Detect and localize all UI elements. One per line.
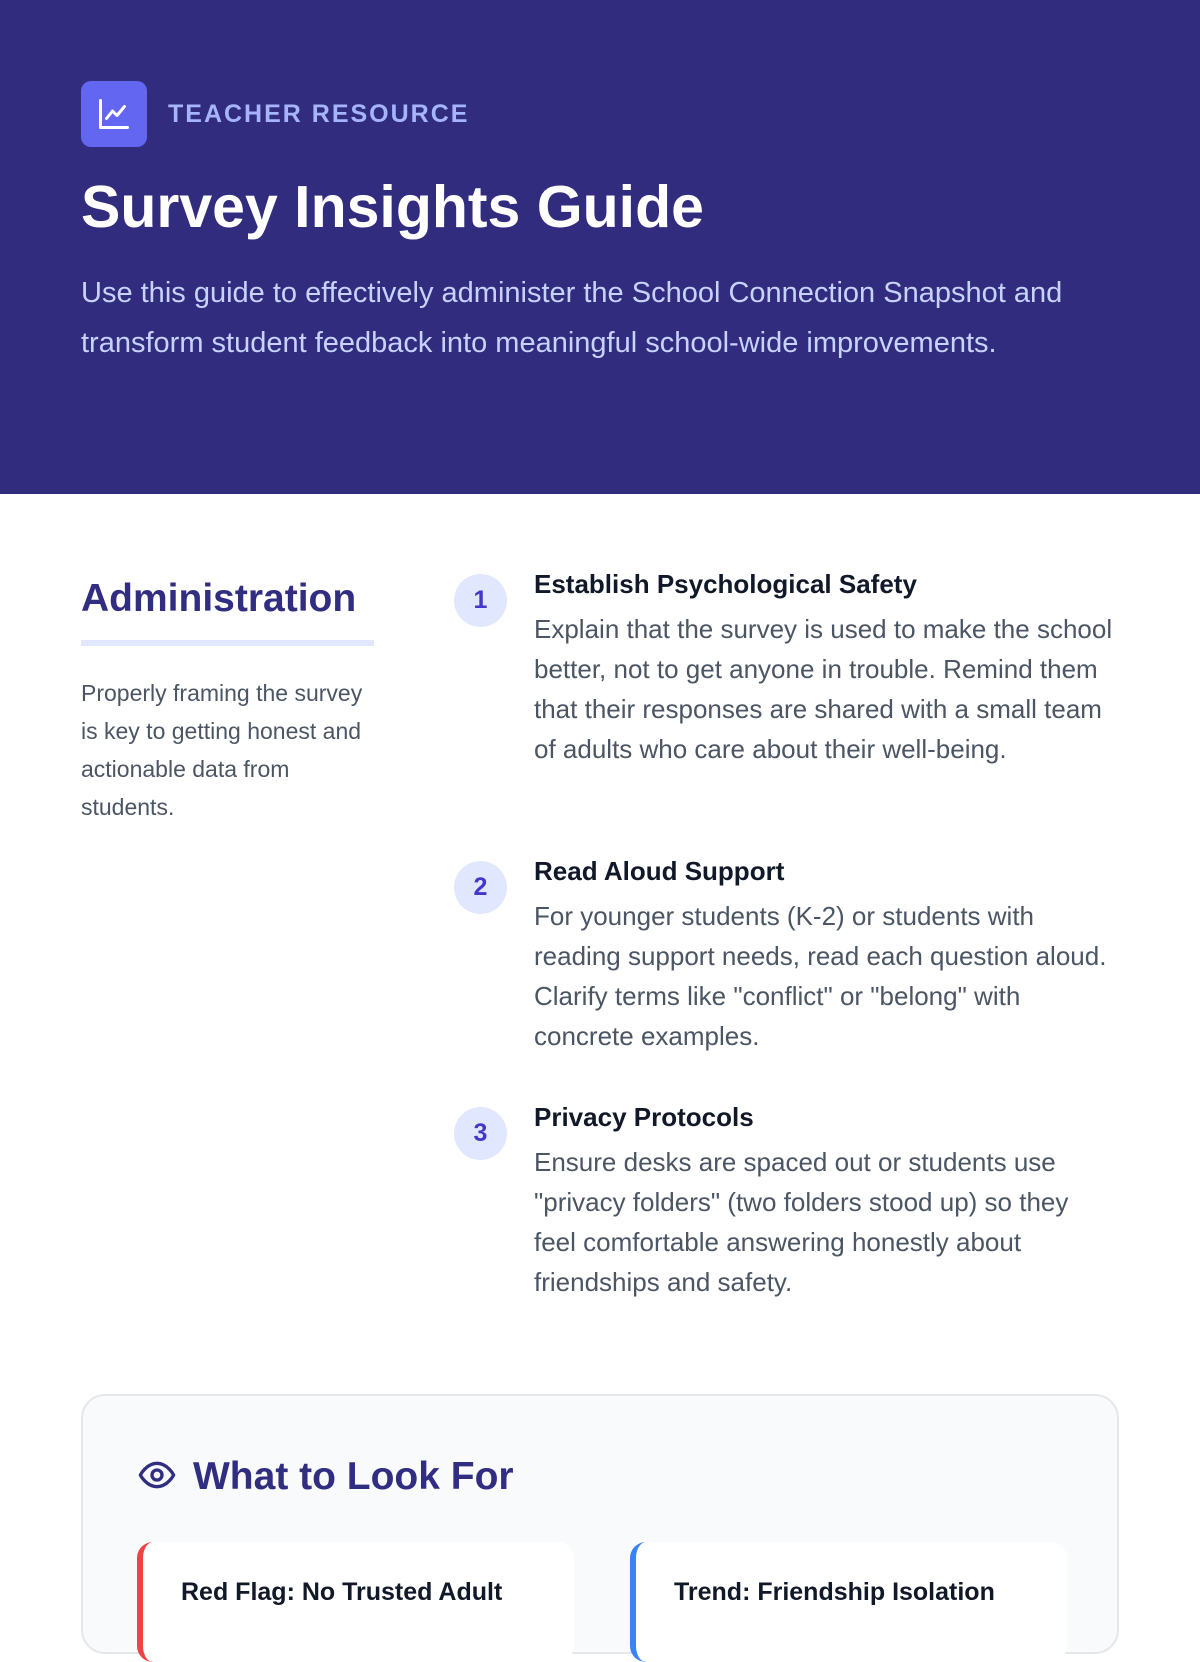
step-description: Explain that the survey is used to make the school better, not to get anyone in trouble. Remind them that their responses are shared with a small team of adults who care about their well-being. — [534, 614, 1113, 764]
red-flag-card — [137, 1542, 574, 1662]
eyebrow-label: TEACHER RESOURCE — [168, 99, 470, 128]
trend-card — [630, 1542, 1067, 1662]
heading-underline — [81, 640, 374, 646]
step-title: Privacy Protocols — [534, 1102, 754, 1132]
look-for-header — [137, 1452, 514, 1502]
step-number-badge: 3 — [454, 1107, 507, 1160]
line-chart-icon — [81, 81, 147, 147]
resource-tag — [81, 81, 469, 147]
step-title: Read Aloud Support — [534, 856, 785, 886]
administration-heading: Administration — [81, 577, 357, 620]
page-intro: Use this guide to effectively administer the School Connection Snapshot and transform student feedback into meaningful school-wide improvements. — [81, 277, 1063, 359]
what-to-look-for-panel — [81, 1394, 1119, 1654]
card-title: Trend: Friendship Isolation — [674, 1578, 995, 1606]
step-number-badge: 1 — [454, 574, 507, 627]
step-description: Ensure desks are spaced out or students use "privacy folders" (two folders stood up) so they feel comfortable answering honestly about friendships and safety. — [534, 1147, 1069, 1297]
administration-description: Properly framing the survey is key to getting honest and actionable data from students. — [81, 680, 363, 820]
card-title: Red Flag: No Trusted Adult — [181, 1578, 503, 1606]
step-title: Establish Psychological Safety — [534, 569, 917, 599]
eye-icon — [137, 1455, 177, 1500]
step-number-badge: 2 — [454, 861, 507, 914]
look-for-heading: What to Look For — [193, 1455, 514, 1498]
hero-banner — [0, 0, 1200, 494]
step-description: For younger students (K-2) or students with reading support needs, read each question aloud. Clarify terms like "conflict" or "belong" with concrete examples. — [534, 901, 1107, 1051]
page-title: Survey Insights Guide — [81, 174, 704, 240]
